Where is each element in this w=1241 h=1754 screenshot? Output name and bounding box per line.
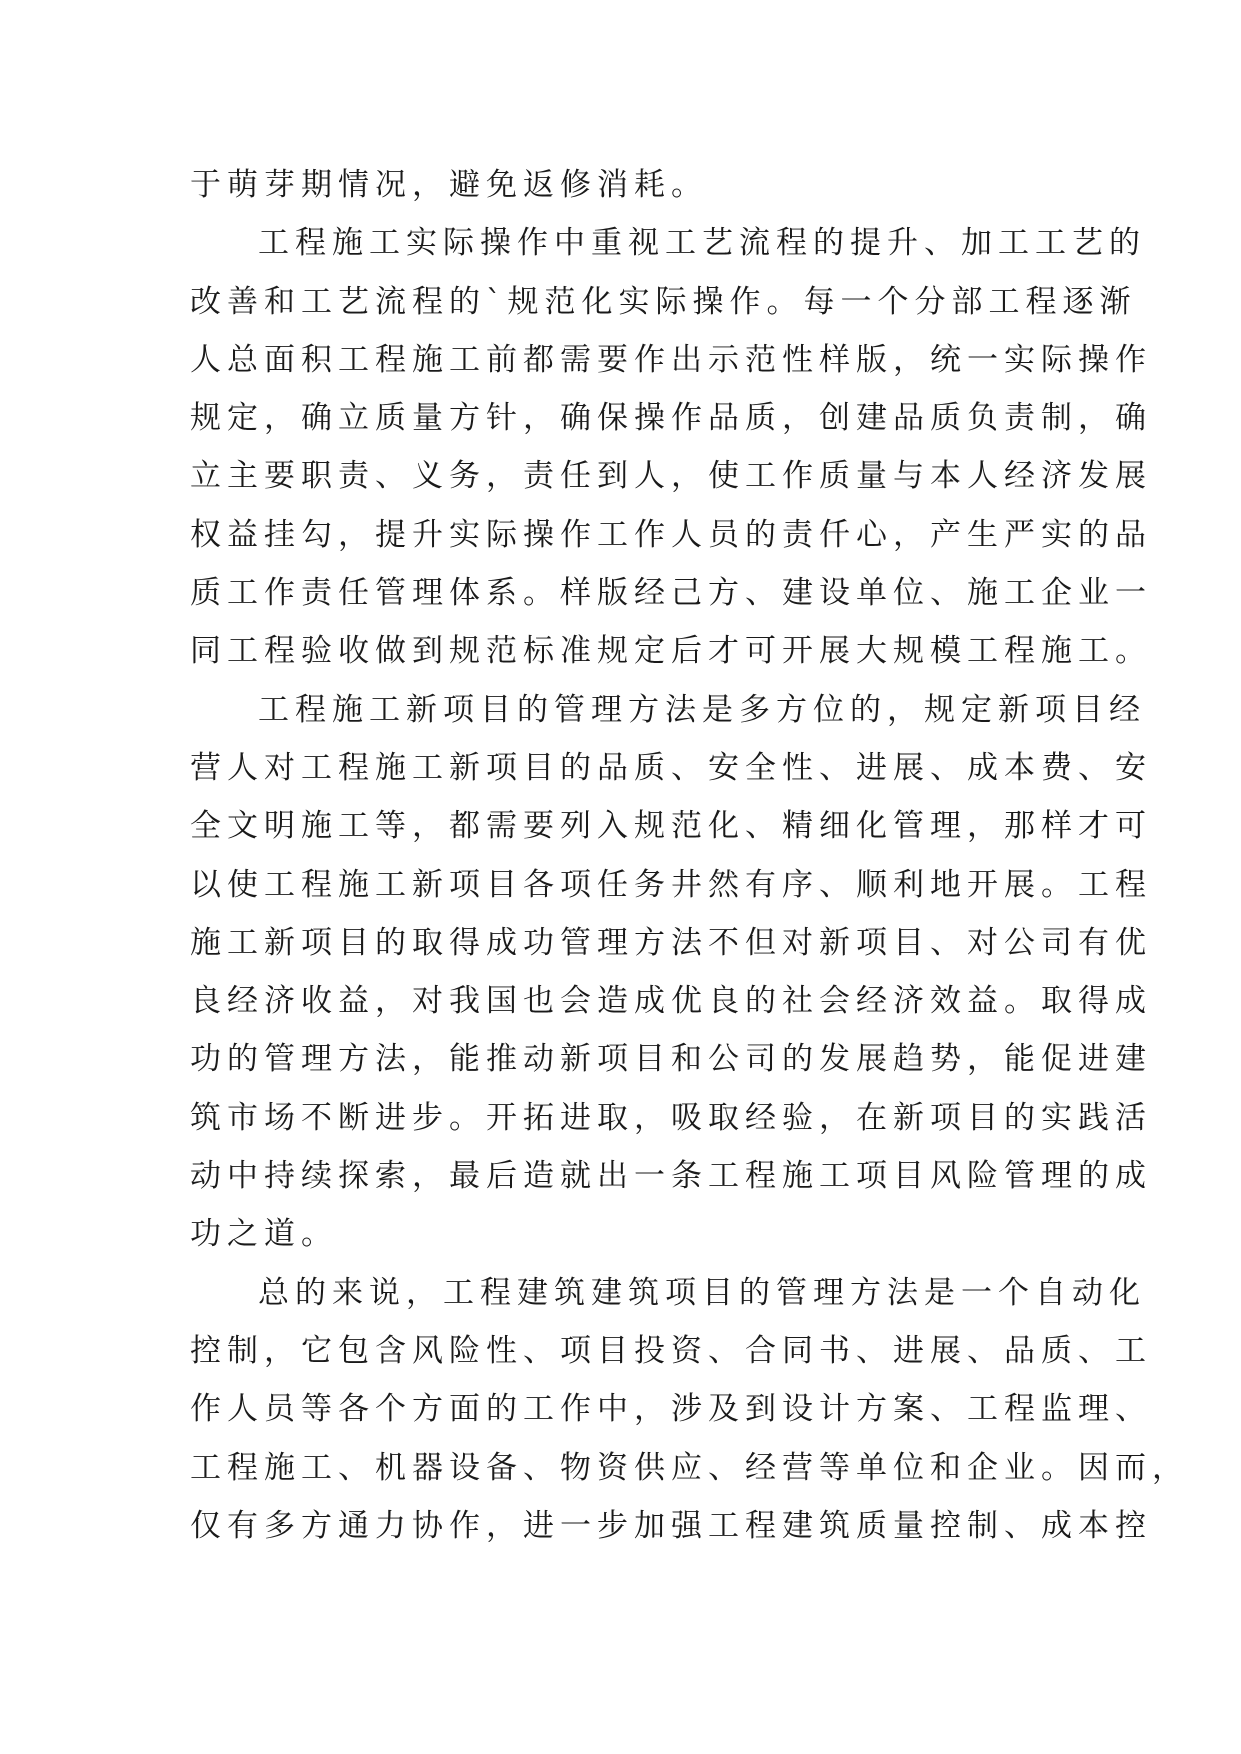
text-line: 筑市场不断进步。开拓进取，吸取经验，在新项目的实践活	[190, 1099, 1152, 1136]
paragraph-first-line: 工程施工实际操作中重视工艺流程的提升、加工工艺的	[258, 225, 1146, 262]
text-line: 功之道。	[190, 1216, 338, 1253]
text-line: 施工新项目的取得成功管理方法不但对新项目、对公司有优	[190, 924, 1152, 961]
body-text	[190, 156, 1189, 1555]
text-line: 于萌芽期情况，避免返修消耗。	[190, 167, 708, 203]
text-line: 良经济收益，对我国也会造成优良的社会经济效益。取得成	[190, 983, 1152, 1020]
text-line: 立主要职责、义务，责任到人，使工作质量与本人经济发展	[190, 458, 1152, 495]
text-line: 人总面积工程施工前都需要作出示范性样版，统一实际操作	[190, 341, 1152, 378]
text-line: 全文明施工等，都需要列入规范化、精细化管理，那样才可	[190, 808, 1152, 845]
text-line: 以使工程施工新项目各项任务井然有序、顺利地开展。工程	[190, 866, 1152, 903]
text-line: 权益挂勾，提升实际操作工作人员的责仟心，产生严实的品	[190, 516, 1152, 553]
text-line: 功的管理方法，能推动新项目和公司的发展趋势，能促进建	[190, 1041, 1152, 1078]
text-line: 作人员等各个方面的工作中，涉及到设计方案、工程监理、	[190, 1391, 1152, 1428]
text-line: 工程施工、机器设备、物资供应、经营等单位和企业。因而，	[190, 1449, 1189, 1486]
text-line: 质工作责任管理体系。样版经己方、建设单位、施工企业一	[190, 575, 1152, 612]
text-line: 改善和工艺流程的`规范化实际操作。每一个分部工程逐渐	[190, 283, 1137, 320]
paragraph-first-line: 总的来说，工程建筑建筑项目的管理方法是一个自动化	[258, 1274, 1146, 1311]
text-line: 同工程验收做到规范标准规定后才可开展大规模工程施工。	[190, 633, 1152, 670]
text-line: 规定，确立质量方针，确保操作品质，创建品质负责制，确	[190, 400, 1152, 437]
text-line: 控制，它包含风险性、项目投资、合同书、进展、品质、工	[190, 1332, 1152, 1369]
text-line: 仅有多方通力协作，进一步加强工程建筑质量控制、成本控	[190, 1507, 1152, 1544]
text-line: 动中持续探索，最后造就出一条工程施工项目风险管理的成	[190, 1158, 1152, 1195]
paragraph-first-line: 工程施工新项目的管理方法是多方位的，规定新项目经	[258, 691, 1146, 728]
text-line: 营人对工程施工新项目的品质、安全性、进展、成本费、安	[190, 749, 1152, 786]
